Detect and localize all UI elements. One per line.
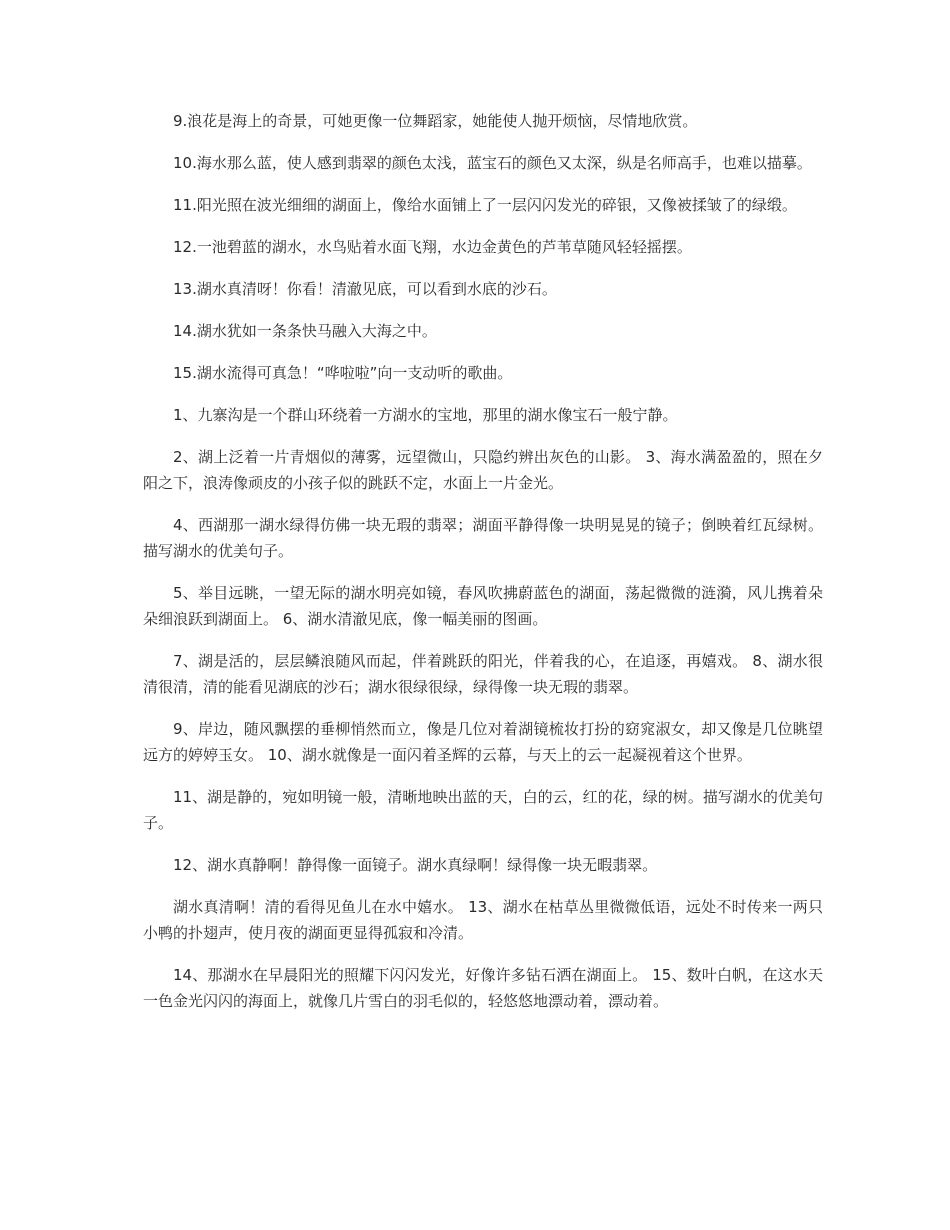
paragraph-10: 4、西湖那一湖水绿得仿佛一块无瑕的翡翠；湖面平静得像一块明晃晃的镜子；倒映着红瓦绿树。描写湖水的优美句子。 — [143, 516, 823, 560]
paragraph-12: 7、湖是活的，层层鳞浪随风而起，伴着跳跃的阳光，伴着我的心，在追逐，再嬉戏。 8、湖水很清很清，清的能看见湖底的沙石；湖水很绿很绿，绿得像一块无瑕的翡翠。 — [143, 652, 823, 696]
paragraph-13: 9、岸边，随风飘摆的垂柳悄然而立，像是几位对着湖镜梳妆打扮的窈窕淑女，却又像是几位眺望远方的婷婷玉女。 10、湖水就像是一面闪着圣辉的云幕，与天上的云一起凝视着这个世界。 — [143, 720, 823, 764]
paragraph-11: 5、举目远眺，一望无际的湖水明亮如镜，春风吹拂蔚蓝色的湖面，荡起微微的涟漪，风儿携着朵朵细浪跃到湖面上。 6、湖水清澈见底，像一幅美丽的图画。 — [143, 584, 823, 628]
paragraph-14: 11、湖是静的，宛如明镜一般，清晰地映出蓝的天，白的云，红的花，绿的树。描写湖水的优美句子。 — [143, 788, 823, 832]
paragraph-17: 14、那湖水在早晨阳光的照耀下闪闪发光，好像许多钻石洒在湖面上。 15、数叶白帆，在这水天一色金光闪闪的海面上，就像几片雪白的羽毛似的，轻悠悠地漂动着，漂动着。 — [143, 966, 823, 1010]
paragraph-1: 9.浪花是海上的奇景，可她更像一位舞蹈家，她能使人抛开烦恼，尽情地欣赏。 — [173, 112, 698, 130]
paragraph-2: 10.海水那么蓝，使人感到翡翠的颜色太浅，蓝宝石的颜色又太深，纵是名师高手，也难以描摹。 — [173, 154, 812, 172]
paragraph-15: 12、湖水真静啊！静得像一面镜子。湖水真绿啊！绿得像一块无暇翡翠。 — [173, 856, 658, 874]
document-body — [143, 108, 823, 1030]
paragraph-6: 14.湖水犹如一条条快马融入大海之中。 — [173, 322, 437, 340]
paragraph-7: 15.湖水流得可真急！“哗啦啦”向一支动听的歌曲。 — [173, 364, 513, 382]
paragraph-5: 13.湖水真清呀！你看！清澈见底，可以看到水底的沙石。 — [173, 280, 557, 298]
paragraph-4: 12.一池碧蓝的湖水，水鸟贴着水面飞翔，水边金黄色的芦苇草随风轻轻摇摆。 — [173, 238, 692, 256]
paragraph-8: 1、九寨沟是一个群山环绕着一方湖水的宝地，那里的湖水像宝石一般宁静。 — [173, 406, 678, 424]
paragraph-16: 湖水真清啊！清的看得见鱼儿在水中嬉水。 13、湖水在枯草丛里微微低语，远处不时传来一两只小鸭的扑翅声，使月夜的湖面更显得孤寂和冷清。 — [143, 898, 823, 942]
paragraph-3: 11.阳光照在波光细细的湖面上，像给水面铺上了一层闪闪发光的碎银，又像被揉皱了的绿缎。 — [173, 196, 797, 214]
paragraph-9: 2、湖上泛着一片青烟似的薄雾，远望微山，只隐约辨出灰色的山影。 3、海水满盈盈的，照在夕阳之下，浪涛像顽皮的小孩子似的跳跃不定，水面上一片金光。 — [143, 448, 823, 492]
